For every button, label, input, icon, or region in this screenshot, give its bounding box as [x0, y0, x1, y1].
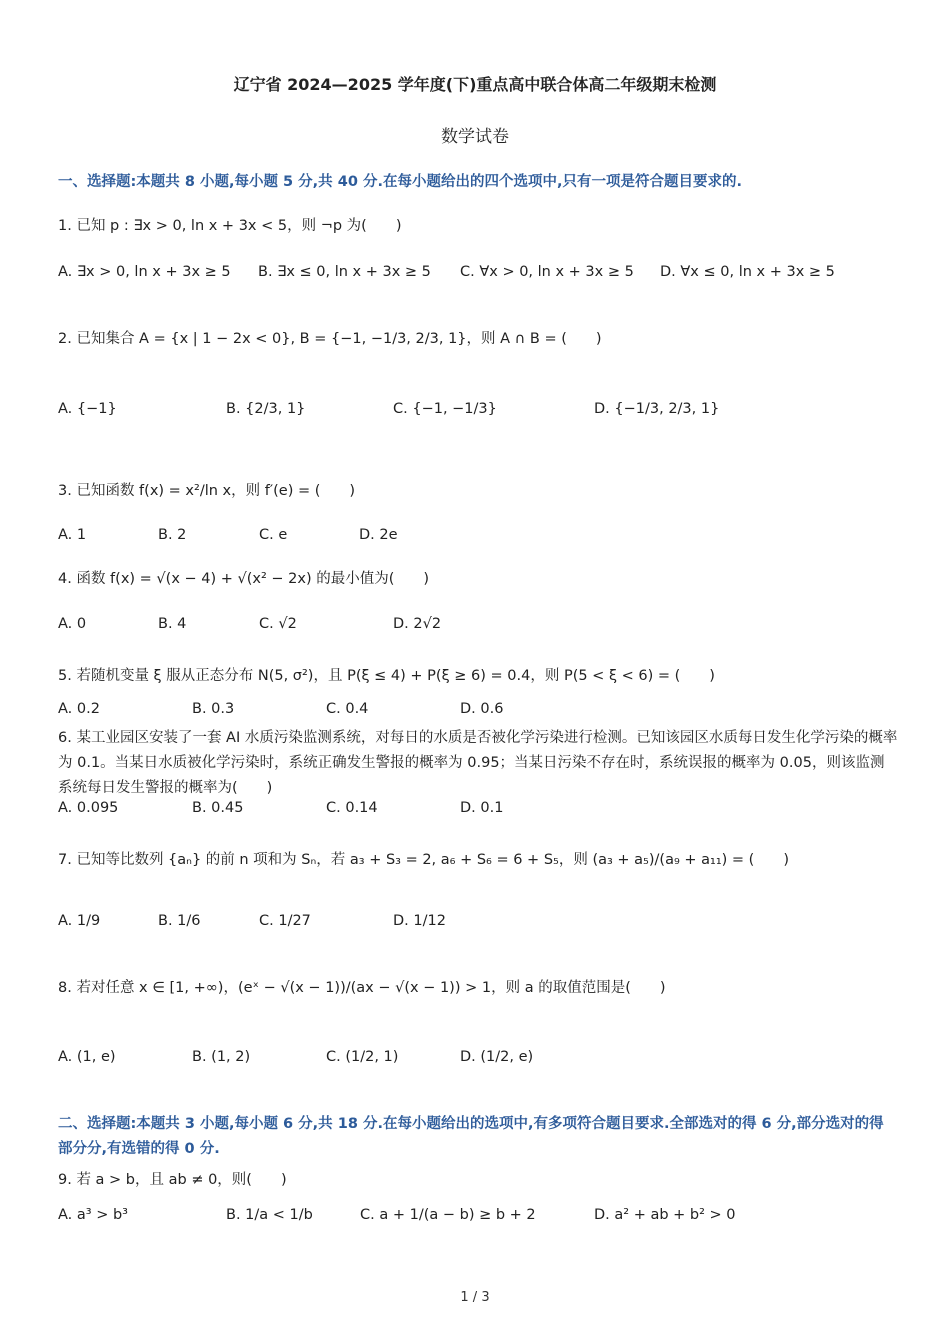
q3-option-c: C. e: [259, 527, 288, 543]
question-8: 8. 若对任意 x ∈ [1, +∞)，(eˣ − √(x − 1))/(ax − √(x − 1)) > 1，则 a 的取值范围是( ): [58, 980, 666, 996]
q2-option-d: D. {−1/3, 2/3, 1}: [594, 401, 720, 417]
page-number: 1 / 3: [460, 1290, 490, 1305]
q2-option-c: C. {−1, −1/3}: [393, 401, 497, 417]
q1-option-b: B. ∃x ≤ 0, ln x + 3x ≥ 5: [258, 264, 431, 280]
exam-subtitle: 数学试卷: [441, 127, 509, 147]
question-2: 2. 已知集合 A = {x | 1 − 2x < 0}, B = {−1, −1/3, 2/3, 1}，则 A ∩ B = ( ): [58, 331, 602, 347]
q7-option-b: B. 1/6: [158, 913, 201, 929]
q8-option-a: A. (1, e): [58, 1049, 116, 1065]
question-7: 7. 已知等比数列 {aₙ} 的前 n 项和为 Sₙ，若 a₃ + S₃ = 2, a₆ + S₆ = 6 + S₅，则 (a₃ + a₅)/(a₉ + a₁₁) = ( ): [58, 852, 789, 868]
q4-option-b: B. 4: [158, 616, 187, 632]
q5-option-d: D. 0.6: [460, 701, 504, 717]
q2-option-b: B. {2/3, 1}: [226, 401, 306, 417]
q8-option-d: D. (1/2, e): [460, 1049, 534, 1065]
q4-option-c: C. √2: [259, 616, 297, 632]
q6-option-d: D. 0.1: [460, 800, 504, 816]
question-4: 4. 函数 f(x) = √(x − 4) + √(x² − 2x) 的最小值为( ): [58, 571, 430, 587]
q3-option-d: D. 2e: [359, 527, 398, 543]
q9-option-b: B. 1/a < 1/b: [226, 1207, 313, 1223]
q3-option-b: B. 2: [158, 527, 187, 543]
q6-option-b: B. 0.45: [192, 800, 244, 816]
q4-option-d: D. 2√2: [393, 616, 442, 632]
q4-option-a: A. 0: [58, 616, 87, 632]
q9-option-c: C. a + 1/(a − b) ≥ b + 2: [360, 1207, 536, 1223]
q5-option-b: B. 0.3: [192, 701, 235, 717]
q3-option-a: A. 1: [58, 527, 87, 543]
q1-option-c: C. ∀x > 0, ln x + 3x ≥ 5: [460, 264, 634, 280]
q6-option-c: C. 0.14: [326, 800, 378, 816]
q9-option-a: A. a³ > b³: [58, 1207, 128, 1223]
q9-option-d: D. a² + ab + b² > 0: [594, 1207, 736, 1223]
q8-option-b: B. (1, 2): [192, 1049, 251, 1065]
q2-option-a: A. {−1}: [58, 401, 117, 417]
q8-option-c: C. (1/2, 1): [326, 1049, 399, 1065]
q6-option-a: A. 0.095: [58, 800, 119, 816]
question-1: 1. 已知 p : ∃x > 0, ln x + 3x < 5，则 ¬p 为( ): [58, 218, 402, 234]
q1-option-d: D. ∀x ≤ 0, ln x + 3x ≥ 5: [660, 264, 835, 280]
section-1-heading: 一、选择题:本题共 8 小题,每小题 5 分,共 40 分.在每小题给出的四个选项中,只有一项是符合题目要求的.: [58, 174, 742, 190]
q5-option-c: C. 0.4: [326, 701, 369, 717]
question-9: 9. 若 a > b，且 ab ≠ 0，则( ): [58, 1172, 287, 1188]
q5-option-a: A. 0.2: [58, 701, 100, 717]
q7-option-c: C. 1/27: [259, 913, 311, 929]
section-2-heading: 二、选择题:本题共 3 小题,每小题 6 分,共 18 分.在每小题给出的选项中,有多项符合题目要求.全部选对的得 6 分,部分选对的得部分分,有选错的得 0 分.: [58, 1116, 884, 1157]
q7-option-a: A. 1/9: [58, 913, 101, 929]
exam-title: 辽宁省 2024—2025 学年度(下)重点高中联合体高二年级期末检测: [233, 75, 717, 94]
question-3: 3. 已知函数 f(x) = x²/ln x，则 f′(e) = ( ): [58, 483, 356, 499]
question-5: 5. 若随机变量 ξ 服从正态分布 N(5, σ²)，且 P(ξ ≤ 4) + P(ξ ≥ 6) = 0.4，则 P(5 < ξ < 6) = ( ): [58, 668, 715, 684]
question-6: 6. 某工业园区安装了一套 AI 水质污染监测系统，对每日的水质是否被化学污染进行检测。已知该园区水质每日发生化学污染的概率为 0.1。当某日水质被化学污染时，系统正确发生警报的概率为 0.95；当某日污染不存在时，系统误报的概率为 0.05，则该监测系统每日发生警报的概率为( ): [58, 730, 898, 796]
q1-option-a: A. ∃x > 0, ln x + 3x ≥ 5: [58, 264, 231, 280]
q7-option-d: D. 1/12: [393, 913, 446, 929]
